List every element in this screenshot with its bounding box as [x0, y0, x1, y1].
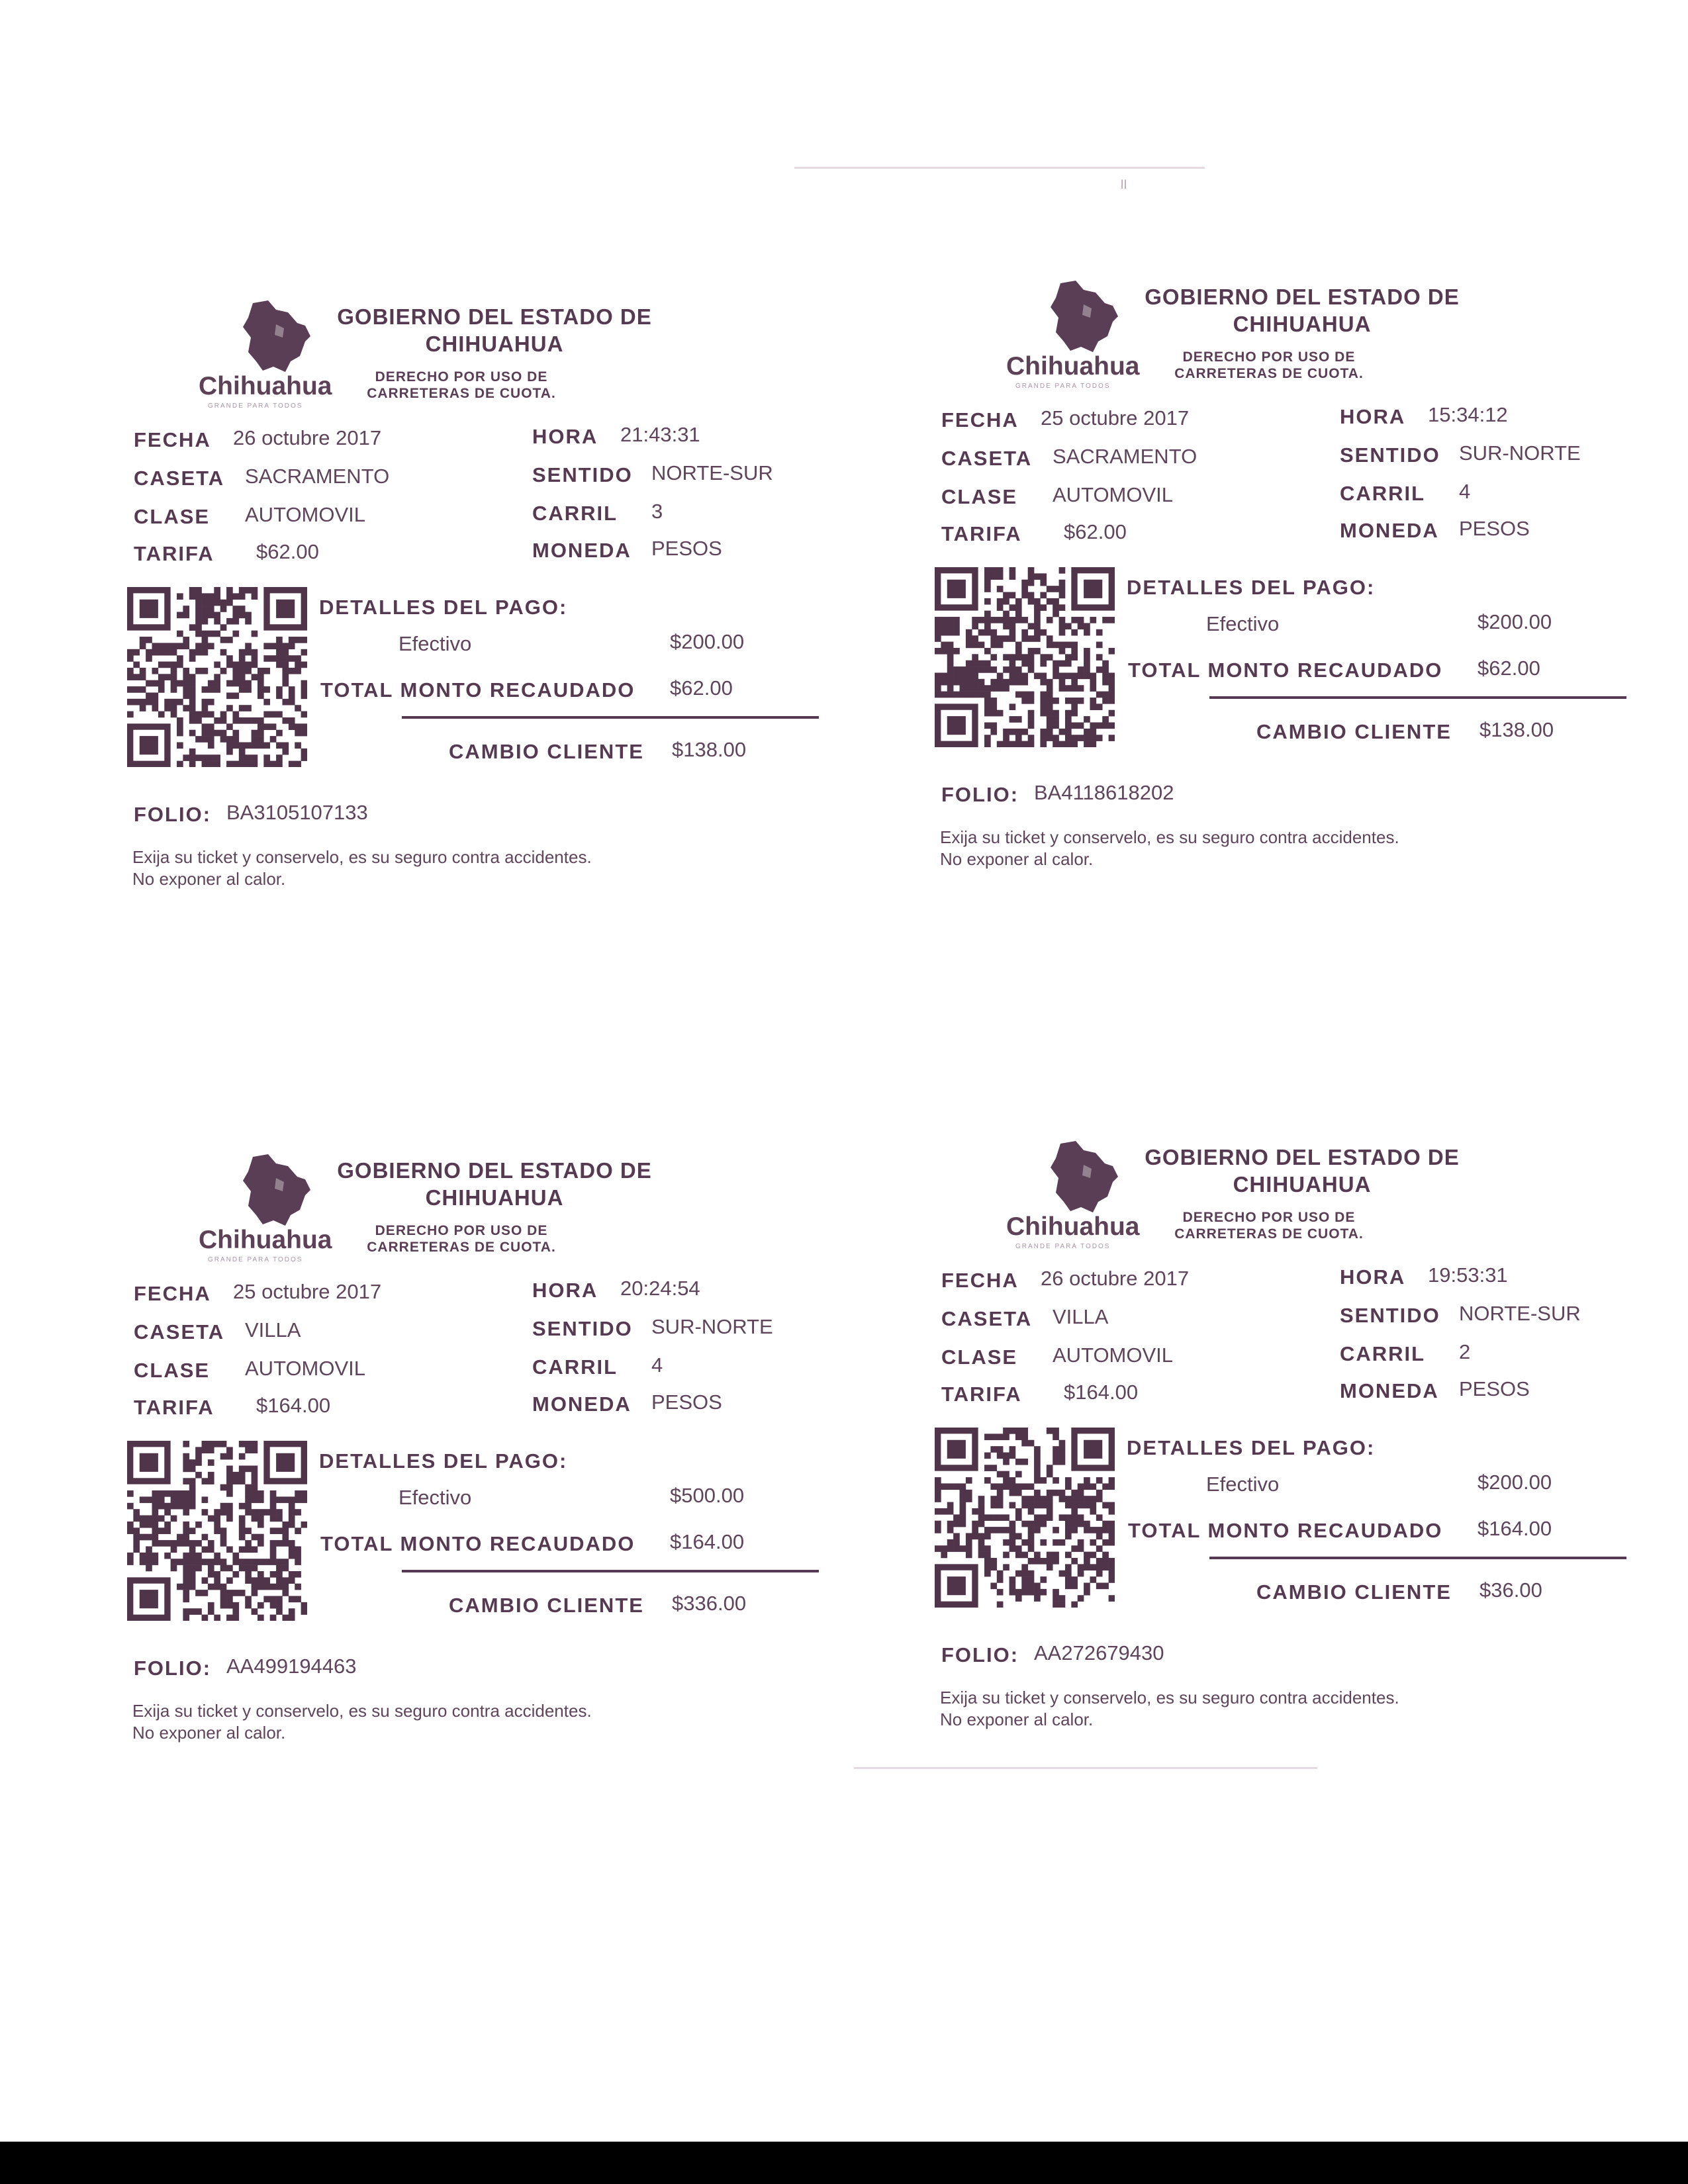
- qr-code: [935, 1428, 1115, 1608]
- clase-label: CLASE: [941, 485, 1018, 508]
- scan-artifact-line: [794, 167, 1205, 169]
- footer-notice-line2: No exponer al calor.: [132, 1723, 286, 1743]
- toll-ticket: [935, 278, 1676, 927]
- header-subtitle-line1: DERECHO POR USO DE: [375, 369, 548, 385]
- header-title-line2: CHIHUAHUA: [425, 1185, 564, 1210]
- divider: [1209, 1557, 1626, 1559]
- logo-wordmark: Chihuahua: [199, 1226, 332, 1254]
- footer-notice-line2: No exponer al calor.: [940, 1709, 1094, 1729]
- header-title-line2: CHIHUAHUA: [1233, 1172, 1372, 1197]
- folio-label: FOLIO:: [134, 1657, 212, 1680]
- header-title-line2: CHIHUAHUA: [1233, 312, 1372, 336]
- toll-ticket: [127, 1152, 868, 1800]
- sentido-value: SUR-NORTE: [651, 1315, 773, 1338]
- change-value: $138.00: [672, 738, 747, 761]
- toll-ticket: [127, 298, 868, 946]
- scanner-border: [0, 2142, 1688, 2184]
- carril-value: 4: [651, 1353, 663, 1377]
- fecha-value: 26 octubre 2017: [233, 426, 382, 449]
- total-collected-label: TOTAL MONTO RECAUDADO: [320, 678, 635, 702]
- chihuahua-state-map-icon: [1044, 278, 1130, 361]
- divider: [402, 716, 819, 719]
- header-title-line2: CHIHUAHUA: [425, 332, 564, 356]
- logo-wordmark: Chihuahua: [1006, 1212, 1140, 1241]
- folio-label: FOLIO:: [134, 803, 212, 826]
- logo-tagline: GRANDE PARA TODOS: [1015, 1243, 1111, 1250]
- moneda-label: MONEDA: [1340, 1379, 1439, 1402]
- header-subtitle-line1: DERECHO POR USO DE: [1182, 349, 1356, 365]
- payment-details-heading: DETALLES DEL PAGO:: [319, 1449, 568, 1473]
- change-value: $36.00: [1479, 1578, 1542, 1602]
- carril-label: CARRIL: [532, 1355, 618, 1379]
- total-collected-value: $62.00: [1477, 657, 1540, 680]
- toll-ticket: [935, 1138, 1676, 1787]
- moneda-value: PESOS: [1459, 517, 1530, 540]
- hora-value: 20:24:54: [620, 1277, 700, 1300]
- sentido-label: SENTIDO: [1340, 443, 1440, 467]
- sentido-value: NORTE-SUR: [651, 461, 773, 484]
- total-collected-value: $164.00: [1477, 1517, 1552, 1540]
- moneda-value: PESOS: [651, 537, 722, 560]
- carril-label: CARRIL: [1340, 1342, 1426, 1365]
- logo-wordmark: Chihuahua: [199, 372, 332, 400]
- clase-label: CLASE: [941, 1345, 1018, 1369]
- sentido-value: NORTE-SUR: [1459, 1302, 1581, 1325]
- carril-label: CARRIL: [532, 502, 618, 525]
- fecha-value: 25 octubre 2017: [1041, 406, 1190, 430]
- tarifa-label: TARIFA: [941, 522, 1022, 545]
- tarifa-value: $164.00: [1064, 1381, 1139, 1404]
- caseta-label: CASETA: [134, 1320, 225, 1343]
- change-label: CAMBIO CLIENTE: [1256, 720, 1452, 743]
- sentido-label: SENTIDO: [1340, 1304, 1440, 1327]
- logo-wordmark: Chihuahua: [1006, 352, 1140, 381]
- carril-value: 4: [1459, 480, 1471, 503]
- tarifa-label: TARIFA: [941, 1383, 1022, 1406]
- scan-artifact-line: [854, 1767, 1317, 1769]
- total-collected-value: $164.00: [670, 1530, 745, 1553]
- total-collected-label: TOTAL MONTO RECAUDADO: [320, 1532, 635, 1555]
- fecha-value: 25 octubre 2017: [233, 1280, 382, 1303]
- folio-label: FOLIO:: [941, 783, 1019, 806]
- header-subtitle-line2: CARRETERAS DE CUOTA.: [1174, 1226, 1364, 1242]
- header-subtitle-line2: CARRETERAS DE CUOTA.: [367, 386, 556, 401]
- footer-notice-line2: No exponer al calor.: [132, 869, 286, 889]
- change-label: CAMBIO CLIENTE: [1256, 1580, 1452, 1604]
- clase-value: AUTOMOVIL: [245, 503, 366, 526]
- header-title-line1: GOBIERNO DEL ESTADO DE: [1145, 1145, 1460, 1169]
- folio-value: BA4118618202: [1034, 781, 1174, 804]
- moneda-value: PESOS: [1459, 1377, 1530, 1400]
- scan-mark: ॥: [1119, 175, 1128, 192]
- tarifa-value: $164.00: [256, 1394, 331, 1417]
- clase-value: AUTOMOVIL: [1053, 1343, 1174, 1367]
- footer-notice-line1: Exija su ticket y conservelo, es su seguro contra accidentes.: [940, 1688, 1399, 1707]
- tarifa-value: $62.00: [1064, 520, 1127, 543]
- total-collected-value: $62.00: [670, 676, 733, 700]
- divider: [402, 1570, 819, 1572]
- clase-label: CLASE: [134, 1359, 211, 1382]
- total-collected-label: TOTAL MONTO RECAUDADO: [1128, 659, 1443, 682]
- cash-label: Efectivo: [399, 1486, 472, 1509]
- fecha-label: FECHA: [134, 1282, 211, 1305]
- footer-notice-line1: Exija su ticket y conservelo, es su seguro contra accidentes.: [132, 847, 592, 867]
- moneda-label: MONEDA: [532, 539, 632, 562]
- cash-value: $200.00: [1477, 1471, 1552, 1494]
- hora-label: HORA: [532, 425, 598, 448]
- sentido-label: SENTIDO: [532, 463, 633, 486]
- caseta-label: CASETA: [941, 1307, 1033, 1330]
- tarifa-label: TARIFA: [134, 542, 214, 565]
- payment-details-heading: DETALLES DEL PAGO:: [1127, 1436, 1376, 1459]
- header-title-line1: GOBIERNO DEL ESTADO DE: [337, 304, 652, 329]
- change-label: CAMBIO CLIENTE: [449, 740, 644, 763]
- tarifa-label: TARIFA: [134, 1396, 214, 1419]
- clase-value: AUTOMOVIL: [245, 1357, 366, 1380]
- cash-value: $200.00: [1477, 610, 1552, 633]
- cash-label: Efectivo: [1206, 1473, 1280, 1496]
- hora-label: HORA: [1340, 405, 1406, 428]
- payment-details-heading: DETALLES DEL PAGO:: [319, 596, 568, 619]
- cash-value: $200.00: [670, 630, 745, 653]
- hora-value: 21:43:31: [620, 423, 700, 446]
- footer-notice-line2: No exponer al calor.: [940, 849, 1094, 869]
- cash-label: Efectivo: [1206, 612, 1280, 635]
- payment-details-heading: DETALLES DEL PAGO:: [1127, 576, 1376, 599]
- logo-tagline: GRANDE PARA TODOS: [208, 1256, 303, 1263]
- folio-value: AA499194463: [226, 1655, 357, 1678]
- cash-label: Efectivo: [399, 632, 472, 655]
- chihuahua-state-map-icon: [236, 298, 322, 381]
- fecha-label: FECHA: [134, 428, 211, 451]
- clase-label: CLASE: [134, 505, 211, 528]
- caseta-label: CASETA: [134, 467, 225, 490]
- sentido-label: SENTIDO: [532, 1317, 633, 1340]
- logo-tagline: GRANDE PARA TODOS: [208, 402, 303, 410]
- fecha-value: 26 octubre 2017: [1041, 1267, 1190, 1290]
- caseta-value: SACRAMENTO: [245, 465, 390, 488]
- chihuahua-state-map-icon: [236, 1152, 322, 1234]
- footer-notice-line1: Exija su ticket y conservelo, es su seguro contra accidentes.: [940, 827, 1399, 847]
- change-value: $138.00: [1479, 718, 1554, 741]
- sentido-value: SUR-NORTE: [1459, 441, 1581, 465]
- chihuahua-state-map-icon: [1044, 1138, 1130, 1221]
- logo-tagline: GRANDE PARA TODOS: [1015, 383, 1111, 390]
- caseta-label: CASETA: [941, 447, 1033, 470]
- header-subtitle-line1: DERECHO POR USO DE: [375, 1223, 548, 1238]
- fecha-label: FECHA: [941, 1269, 1019, 1292]
- folio-value: AA272679430: [1034, 1641, 1164, 1664]
- qr-code: [127, 587, 307, 767]
- hora-label: HORA: [1340, 1265, 1406, 1289]
- moneda-label: MONEDA: [532, 1392, 632, 1416]
- fecha-label: FECHA: [941, 408, 1019, 432]
- clase-value: AUTOMOVIL: [1053, 483, 1174, 506]
- qr-code: [127, 1441, 307, 1621]
- caseta-value: VILLA: [245, 1318, 301, 1342]
- folio-label: FOLIO:: [941, 1643, 1019, 1666]
- hora-value: 15:34:12: [1428, 403, 1508, 426]
- header-subtitle-line2: CARRETERAS DE CUOTA.: [1174, 366, 1364, 381]
- caseta-value: SACRAMENTO: [1053, 445, 1197, 468]
- change-value: $336.00: [672, 1592, 747, 1615]
- header-title-line1: GOBIERNO DEL ESTADO DE: [1145, 285, 1460, 309]
- carril-label: CARRIL: [1340, 482, 1426, 505]
- header-subtitle-line2: CARRETERAS DE CUOTA.: [367, 1240, 556, 1255]
- header-title-line1: GOBIERNO DEL ESTADO DE: [337, 1158, 652, 1183]
- footer-notice-line1: Exija su ticket y conservelo, es su seguro contra accidentes.: [132, 1701, 592, 1721]
- hora-value: 19:53:31: [1428, 1263, 1508, 1287]
- divider: [1209, 696, 1626, 699]
- change-label: CAMBIO CLIENTE: [449, 1594, 644, 1617]
- header-subtitle-line1: DERECHO POR USO DE: [1182, 1210, 1356, 1225]
- carril-value: 2: [1459, 1340, 1471, 1363]
- total-collected-label: TOTAL MONTO RECAUDADO: [1128, 1519, 1443, 1542]
- cash-value: $500.00: [670, 1484, 745, 1507]
- moneda-label: MONEDA: [1340, 519, 1439, 542]
- moneda-value: PESOS: [651, 1390, 722, 1414]
- carril-value: 3: [651, 500, 663, 523]
- caseta-value: VILLA: [1053, 1305, 1109, 1328]
- hora-label: HORA: [532, 1279, 598, 1302]
- qr-code: [935, 567, 1115, 747]
- folio-value: BA3105107133: [226, 801, 368, 824]
- tarifa-value: $62.00: [256, 540, 319, 563]
